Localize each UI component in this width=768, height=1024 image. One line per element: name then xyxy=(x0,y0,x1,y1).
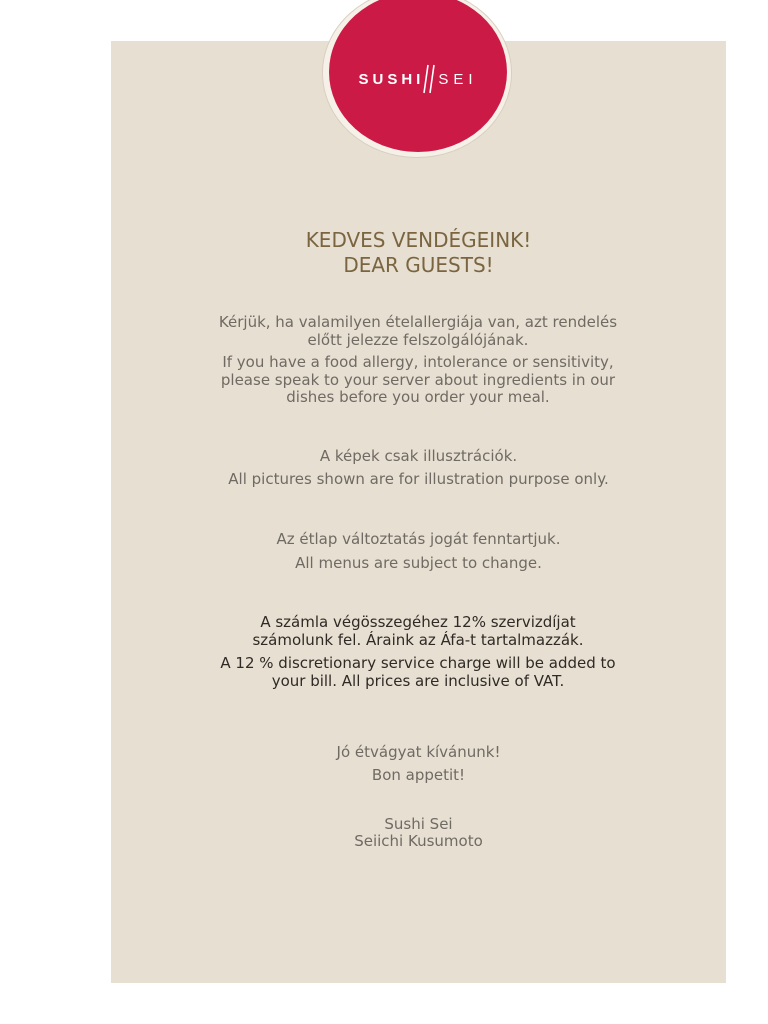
greeting-hungarian: Jó étvágyat kívánunk! xyxy=(336,743,501,761)
logo-word-sei: SEI xyxy=(438,70,478,88)
service-charge-notice-hungarian: A számla végösszegéhez 12% szervizdíjat számolunk fel. Áraink az Áfa-t tartalmazzák. xyxy=(252,613,584,649)
logo xyxy=(346,64,490,94)
pictures-notice-hungarian: A képek csak illusztrációk. xyxy=(319,447,518,465)
menu-change-notice-english: All menus are subject to change. xyxy=(295,554,542,572)
allergy-notice-english: If you have a food allergy, intolerance or sensitivity, please speak to your server about ingredients in our dishes before you order your meal. xyxy=(220,353,616,406)
heading-hungarian: KEDVES VENDÉGEINK! xyxy=(305,228,532,252)
page-heading xyxy=(111,228,726,278)
signature-restaurant: Sushi Sei xyxy=(384,815,453,833)
service-charge-notice-english: A 12 % discretionary service charge will be added to your bill. All prices are inclusive of VAT. xyxy=(220,654,616,690)
chopsticks-icon xyxy=(422,64,436,94)
signature-chef: Seiichi Kusumoto xyxy=(354,832,483,850)
allergy-notice-hungarian: Kérjük, ha valamilyen ételallergiája van, azt rendelés előtt jelezze felszolgálójának. xyxy=(218,313,618,349)
greeting-english: Bon appetit! xyxy=(371,766,466,784)
pictures-notice-english: All pictures shown are for illustration purpose only. xyxy=(228,470,609,488)
menu-change-notice-hungarian: Az étlap változtatás jogát fenntartjuk. xyxy=(276,530,561,548)
heading-english: DEAR GUESTS! xyxy=(343,253,494,277)
logo-word-sushi: SUSHI xyxy=(358,70,425,88)
